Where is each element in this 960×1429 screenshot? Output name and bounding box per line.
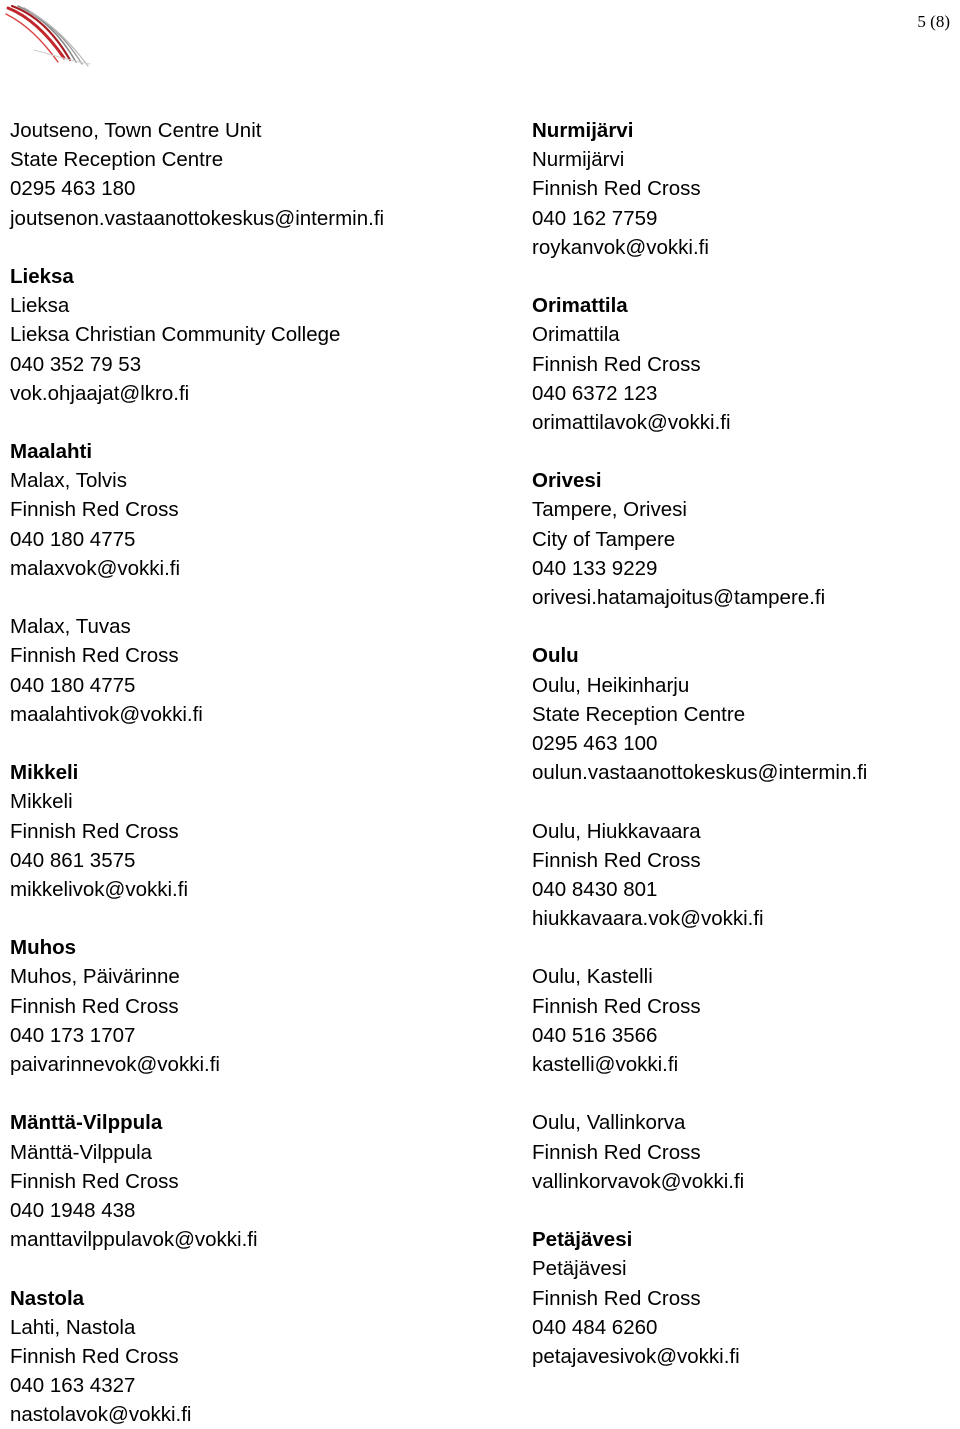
- entry-line: roykanvok@vokki.fi: [532, 235, 709, 259]
- entry-line: Lahti, Nastola: [10, 1315, 136, 1339]
- spacer: [10, 904, 384, 933]
- section-heading: Mikkeli: [10, 761, 79, 785]
- entry-line: Lieksa Christian Community College: [10, 323, 341, 347]
- entry-line: 0295 463 100: [532, 731, 658, 755]
- spacer: [10, 1254, 384, 1283]
- entry-line: orimattilavok@vokki.fi: [532, 410, 731, 434]
- spacer: [10, 408, 384, 437]
- entry-line: hiukkavaara.vok@vokki.fi: [532, 907, 764, 931]
- section-heading: Nurmijärvi: [532, 119, 634, 142]
- entry-line: Finnish Red Cross: [10, 644, 179, 668]
- entry-line: petajavesivok@vokki.fi: [532, 1344, 740, 1368]
- right-column: [532, 116, 867, 1371]
- entry-line: 040 173 1707: [10, 1023, 136, 1047]
- entry-line: Finnish Red Cross: [10, 1169, 179, 1193]
- entry-line: Finnish Red Cross: [10, 819, 179, 843]
- spacer: [532, 612, 867, 641]
- entry-line: 040 180 4775: [10, 527, 136, 551]
- spacer: [532, 262, 867, 291]
- entry-line: manttavilppulavok@vokki.fi: [10, 1228, 258, 1252]
- entry-line: 040 516 3566: [532, 1023, 658, 1047]
- entry-line: Finnish Red Cross: [532, 1140, 701, 1164]
- spacer: [10, 1079, 384, 1108]
- entry-line: 0295 463 180: [10, 177, 136, 201]
- entry-line: Finnish Red Cross: [532, 848, 701, 872]
- entry-line: 040 484 6260: [532, 1315, 658, 1339]
- entry-line: Finnish Red Cross: [532, 994, 701, 1018]
- entry-line: Finnish Red Cross: [10, 994, 179, 1018]
- entry-line: Lieksa: [10, 294, 70, 318]
- section-heading: Nastola: [10, 1286, 85, 1310]
- section-heading: Lieksa: [10, 264, 74, 288]
- entry-line: maalahtivok@vokki.fi: [10, 702, 203, 726]
- entry-line: Finnish Red Cross: [532, 1286, 701, 1310]
- spacer: [532, 933, 867, 962]
- entry-line: Orimattila: [532, 323, 620, 347]
- entry-line: Malax, Tuvas: [10, 615, 131, 639]
- entry-line: Nurmijärvi: [532, 148, 625, 172]
- entry-line: vok.ohjaajat@lkro.fi: [10, 381, 190, 405]
- entry-line: Tampere, Orivesi: [532, 498, 687, 522]
- page-number: 5 (8): [917, 12, 950, 31]
- spacer: [10, 729, 384, 758]
- entry-line: oulun.vastaanottokeskus@intermin.fi: [532, 761, 868, 785]
- section-heading: Mänttä-Vilppula: [10, 1111, 163, 1135]
- entry-line: Finnish Red Cross: [532, 177, 701, 201]
- entry-line: 040 8430 801: [532, 877, 658, 901]
- entry-line: Petäjävesi: [532, 1257, 627, 1281]
- entry-line: joutsenon.vastaanottokeskus@intermin.fi: [10, 206, 385, 230]
- entry-line: Oulu, Kastelli: [532, 965, 653, 989]
- entry-line: Oulu, Hiukkavaara: [532, 819, 701, 843]
- section-heading: Oulu: [532, 644, 579, 668]
- entry-line: 040 180 4775: [10, 673, 136, 697]
- entry-line: Joutseno, Town Centre Unit: [10, 119, 262, 142]
- entry-line: Muhos, Päivärinne: [10, 965, 180, 989]
- spacer: [532, 1196, 867, 1225]
- entry-line: orivesi.hatamajoitus@tampere.fi: [532, 586, 826, 609]
- spacer: [10, 583, 384, 612]
- entry-line: 040 163 4327: [10, 1374, 136, 1398]
- entry-line: 040 162 7759: [532, 206, 658, 230]
- entry-line: Mänttä-Vilppula: [10, 1140, 153, 1164]
- entry-line: Finnish Red Cross: [10, 1344, 179, 1368]
- entry-line: State Reception Centre: [10, 148, 224, 172]
- entry-line: paivarinnevok@vokki.fi: [10, 1053, 220, 1076]
- entry-line: Malax, Tolvis: [10, 469, 127, 493]
- spacer: [532, 1079, 867, 1108]
- entry-line: Finnish Red Cross: [10, 498, 179, 522]
- section-heading: Maalahti: [10, 440, 93, 464]
- entry-line: City of Tampere: [532, 527, 676, 551]
- entry-line: Oulu, Vallinkorva: [532, 1111, 686, 1135]
- section-heading: Orivesi: [532, 469, 602, 493]
- entry-line: kastelli@vokki.fi: [532, 1053, 679, 1076]
- entry-line: 040 133 9229: [532, 556, 658, 580]
- spacer: [532, 787, 867, 816]
- spacer: [10, 233, 384, 262]
- entry-line: mikkelivok@vokki.fi: [10, 877, 189, 901]
- entry-line: Oulu, Heikinharju: [532, 673, 690, 697]
- entry-line: Mikkeli: [10, 790, 73, 814]
- entry-line: 040 352 79 53: [10, 352, 142, 376]
- entry-line: 040 861 3575: [10, 848, 136, 872]
- section-heading: Orimattila: [532, 294, 628, 318]
- entry-line: Finnish Red Cross: [532, 352, 701, 376]
- section-heading: Muhos: [10, 936, 77, 960]
- left-column: [10, 116, 384, 1429]
- entry-line: 040 6372 123: [532, 381, 658, 405]
- entry-line: vallinkorvavok@vokki.fi: [532, 1169, 745, 1193]
- entry-line: 040 1948 438: [10, 1198, 136, 1222]
- spacer: [532, 437, 867, 466]
- entry-line: malaxvok@vokki.fi: [10, 556, 181, 580]
- entry-line: State Reception Centre: [532, 702, 746, 726]
- logo-wing-icon: [4, 2, 92, 68]
- section-heading: Petäjävesi: [532, 1228, 633, 1252]
- entry-line: nastolavok@vokki.fi: [10, 1403, 192, 1427]
